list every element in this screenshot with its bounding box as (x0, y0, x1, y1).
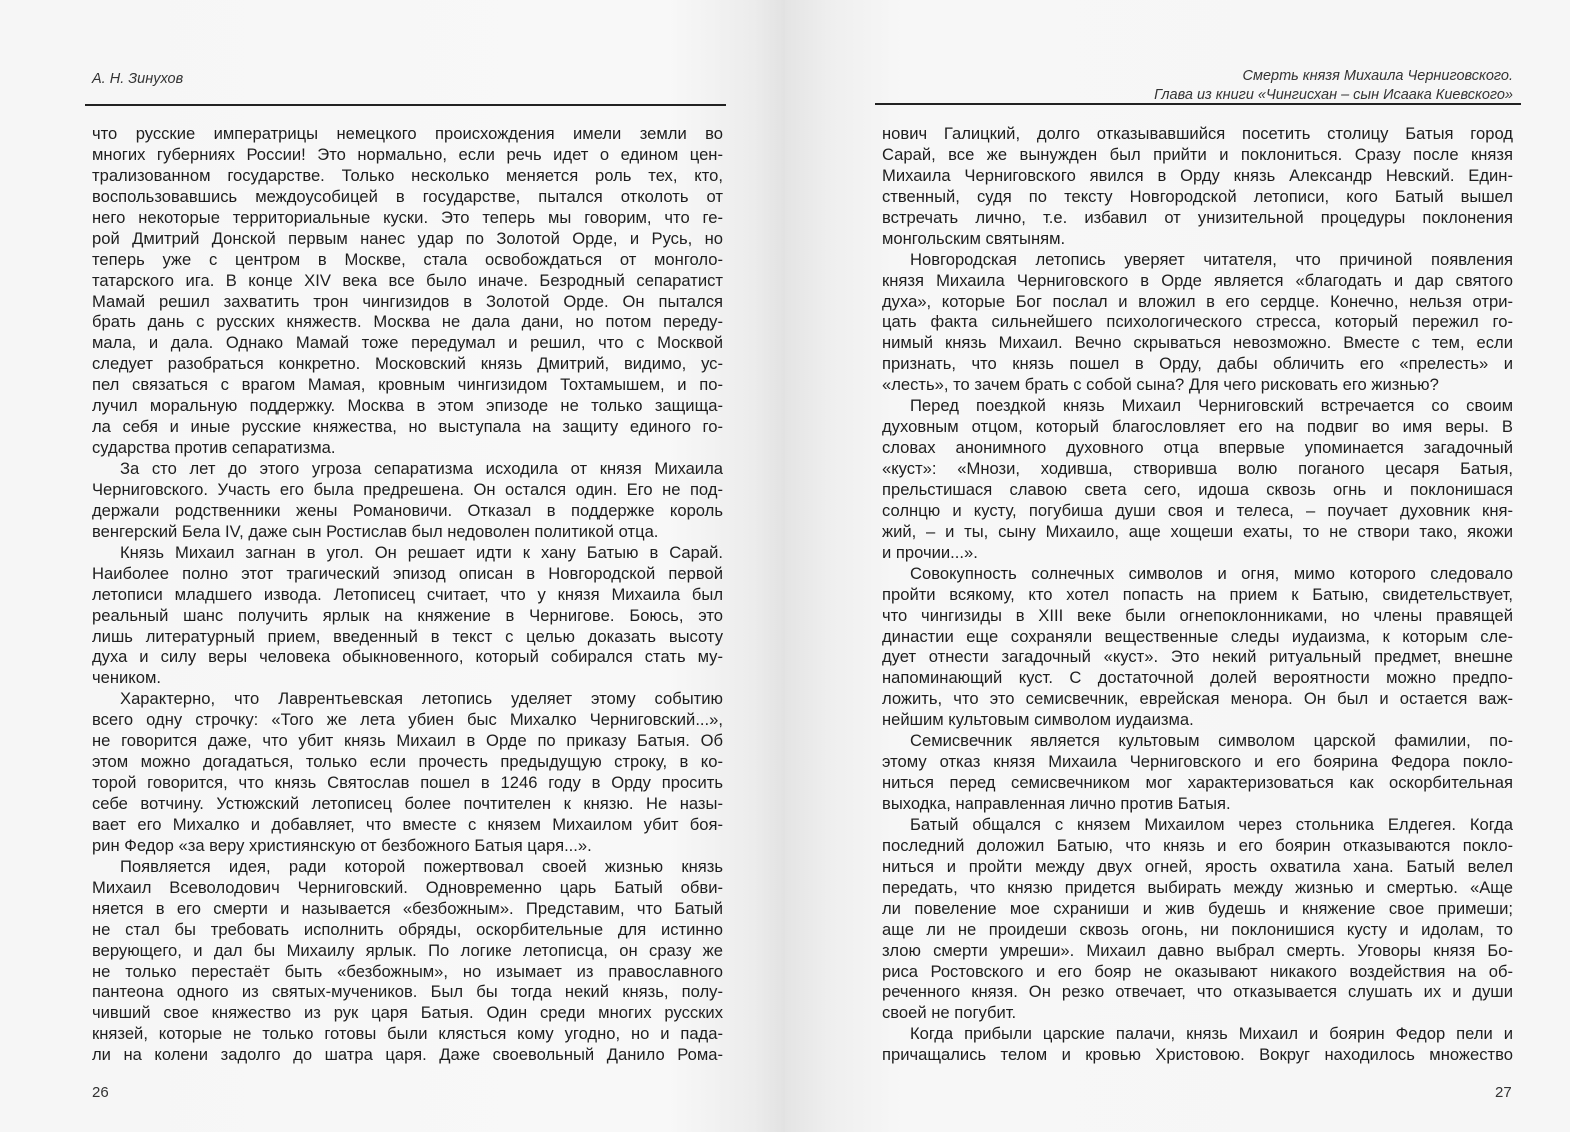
text-line: духа и силу веры человека обыкновенного, который собирался стать му- (92, 647, 723, 667)
text-line: венгерский Бела IV, даже сын Ростислав был недоволен политикой отца. (92, 521, 659, 541)
text-line: Перед поездкой князь Михаил Черниговский встречается со своим (910, 396, 1513, 416)
text-line: лишь литературный прием, введенный в текст с целью доказать высоту (92, 626, 723, 646)
text-line: рой Дмитрий Донской первым нанес удар по Золотой Орде, и Русь, но (92, 228, 723, 248)
text-line: ственный, судя по тексту Новгородской летописи, кого Батый вышел (882, 186, 1513, 206)
text-line: ложить, что это семисвечник, еврейская менора. Он был и остается важ- (882, 689, 1513, 709)
text-line: Когда прибыли царские палачи, князь Михаил и боярин Федор пели и (910, 1024, 1513, 1044)
text-line: Князь Михаил загнан в угол. Он решает идти к хану Батыю в Сарай. (120, 542, 723, 562)
text-line: верующего, и дал бы Михаилу ярлык. По логике летописца, он сразу же (92, 940, 723, 960)
text-line: Совокупность солнечных символов и огня, мимо которого следовало (910, 563, 1513, 583)
text-line: встречать лично, т.е. избавил от унизительной процедуры поклонения (882, 207, 1513, 227)
text-line: напоминающий куст. С достаточной долей вероятности можно предпо- (882, 668, 1513, 688)
text-line: аще ли не проидеши сквозь огонь, ни поклонишися кусту и идолам, то (882, 919, 1513, 939)
running-head-line: Глава из книги «Чингисхан – сын Исаака Киевского» (1154, 87, 1513, 103)
paragraph (92, 857, 723, 1066)
text-line: нович Галицкий, долго отказывавшийся посетить столицу Батыя город (882, 124, 1513, 143)
text-line: ли повеление мое схраниши и жив будешь и княжение свое примеши; (882, 898, 1513, 918)
text-line: словах анонимного духовного отца впервые упоминается загадочный (882, 438, 1513, 458)
running-head-line: Смерть князя Михаила Черниговского. (1242, 68, 1513, 84)
text-line: дует отнести загадочный «куст». Это некий ритуальный предмет, внешне (882, 647, 1513, 667)
body-text (882, 124, 1513, 1066)
body-text (92, 124, 723, 1066)
text-line: этому отказ князя Михаила Черниговского и его боярина Федора покло- (882, 752, 1513, 772)
text-line: вает его Михалко и добавляет, что вместе с князем Михаилом убит боя- (92, 814, 723, 834)
text-line: мала, и дала. Однако Мамай тоже передумал и решил, что с Москвой (92, 333, 723, 353)
paragraph (882, 250, 1513, 397)
text-line: цать факта сильнейшего психологического стресса, который пережил го- (882, 312, 1513, 332)
text-line: Мамай решил захватить трон чингизидов в Золотой Орде. Он пытался (92, 291, 723, 311)
text-line: династии еще сохраняли вещественные следы иудаизма, к которым сле- (882, 626, 1513, 646)
text-line: держали родственники жены Романовичи. Отказал в поддержке король (92, 500, 723, 520)
text-line: нимый князь Михаил. Вечно скрываться невозможно. Вместе с тем, если (882, 333, 1513, 353)
text-line: Михаила Черниговского явился в Орду князь Александр Невский. Един- (882, 165, 1513, 185)
text-line: ли на колени задолго до шатра царя. Даже своевольный Данило Рома- (92, 1045, 723, 1065)
text-line: духа», которые Бог послал и вложил в его сердце. Конечно, нельзя отри- (882, 291, 1513, 311)
text-line: последний доложил Батыю, что князь и его боярин отказываются покло- (882, 835, 1513, 855)
text-line: торой говорится, что князь Святослав пошел в 1246 году в Орду просить (92, 773, 723, 793)
text-line: «лесть», то зачем брать с собой сына? Для чего рисковать его жизнью? (882, 375, 1439, 395)
text-line: выходка, направленная лично против Батыя. (882, 794, 1231, 813)
text-line: За сто лет до этого угроза сепаратизма исходила от князя Михаила (120, 459, 723, 478)
text-line: духовным отцом, который благословляет его на подвиг во имя веры. В (882, 417, 1513, 437)
text-line: Черниговского. Участь его была предрешена. Он остался один. Его не под- (92, 479, 723, 499)
right-page (785, 0, 1570, 1132)
paragraph (882, 396, 1513, 564)
text-line: князя Михаила Черниговского в Орде является «благодать и дар святого (882, 270, 1513, 290)
text-line: сударства против сепаратизма. (92, 438, 336, 458)
text-line: этом можно догадаться, только если прочесть предыдущую строку, в ко- (92, 752, 723, 772)
text-line: себе вотчину. Устюжский летописец более почтителен к князю. Не назы- (92, 794, 723, 813)
text-line: Новгородская летопись уверяет читателя, что причиной появления (910, 249, 1513, 269)
text-line: татарского ига. В конце XIV века все было иначе. Безродный сепаратист (92, 270, 723, 290)
text-line: жий, – и ты, сыну Михаило, аще хощеши ехаты, то не створи тако, якожи (882, 521, 1513, 541)
paragraph (92, 543, 723, 690)
text-line: Сарай, все же вынужден был прийти и поклониться. Сразу после князя (882, 144, 1513, 164)
text-line: многих губерниях России! Это нормально, если речь идет о едином цен- (92, 144, 723, 164)
text-line: Характерно, что Лаврентьевская летопись уделяет этому событию (120, 689, 723, 709)
paragraph (882, 815, 1513, 1024)
text-line: не говорится даже, что убит князь Михаил в Орде по приказу Батыя. Об (92, 731, 723, 751)
text-line: лучил моральную поддержку. Москва в этом эпизоде не только защища- (92, 396, 723, 416)
text-line: Появляется идея, ради которой пожертвовал своей жизнью князь (120, 856, 723, 876)
text-line: чеником. (92, 668, 162, 688)
paragraph (882, 731, 1513, 815)
paragraph (92, 459, 723, 543)
text-line: своей не погубит. (882, 1003, 1017, 1023)
text-line: что русские императрицы немецкого происхождения имели земли во (92, 124, 723, 143)
text-line: не стал бы требовать исполнить обряды, оскорбительные для истинно (92, 919, 723, 939)
text-line: пел связаться с врагом Мамая, кровным чингизидом Тохтамышем, и по- (92, 375, 723, 395)
text-line: не только перестаёт быть «безбожным», но изымает из православного (92, 961, 723, 981)
text-line: «куст»: «Мнози, ходивша, створивша волю поганого цесаря Батыя, (882, 459, 1513, 478)
text-line: признать, что князь пошел в Орду, дабы обличить его «прелесть» и (882, 354, 1513, 374)
text-line: рин Федор «за веру християнскую от безбожного Батыя царя...». (92, 835, 592, 855)
text-line: монгольским святыням. (882, 228, 1066, 248)
text-line: пантеона одного из святых-мучеников. Был бы тогда некий князь, полу- (92, 982, 723, 1002)
text-line: воспользовавшись междоусобицей в государстве, пытался отколоть от (92, 186, 723, 206)
text-line: Батый общался с князем Михаилом через стольника Елдегея. Когда (910, 814, 1513, 834)
text-line: ниться и пройти между двух огней, ярость охватила хана. Батый велел (882, 856, 1513, 876)
text-line: передать, что князю придется выбирать между жизнью и смертью. «Аще (882, 877, 1513, 897)
text-line: Семисвечник является культовым символом царской фамилии, по- (910, 731, 1513, 751)
paragraph (92, 689, 723, 857)
paragraph (882, 1024, 1513, 1066)
text-line: реальный шанс получить ярлык на княжение в Чернигове. Боюсь, это (92, 605, 723, 625)
header-rule (875, 103, 1521, 105)
text-line: няется в его смерти и называется «безбожным». Представим, что Батый (92, 898, 723, 918)
text-line: теперь уже с центром в Москве, стала освобождаться от монголо- (92, 249, 723, 269)
text-line: реченного князя. Он резко отвечает, что отказывается слушать их и души (882, 982, 1513, 1002)
text-line: Наиболее полно этот трагический эпизод описан в Новгородской первой (92, 563, 723, 583)
paragraph (882, 124, 1513, 250)
text-line: ниться перед семисвечником мог характеризоваться как оскорбительная (882, 773, 1513, 793)
text-line: летописи младшего извода. Летописец считает, что у князя Михаила был (92, 584, 723, 604)
text-line: пройти всякому, кто хотел попасть на прием к Батыю, свидетельствует, (882, 584, 1513, 604)
text-line: нейшим культовым символом иудаизма. (882, 710, 1194, 730)
header-rule (85, 104, 726, 106)
text-line: злою смерти умреши». Михаил давно выбрал смерть. Уговоры князя Бо- (882, 940, 1513, 960)
text-line: риса Ростовского и его бояр не оказывают никакого воздействия на об- (882, 961, 1513, 981)
page-number: 27 (1495, 1084, 1512, 1101)
running-head-author: А. Н. Зинухов (92, 71, 184, 87)
text-line: трализованном государстве. Только несколько меняется роль тех, кто, (92, 165, 723, 185)
text-line: ла себя и иные русские княжества, но выступала на защиту единого го- (92, 417, 723, 437)
text-line: чивший свое княжество из рук царя Батыя. Один среди многих русских (92, 1003, 723, 1023)
text-line: следует разобраться конкретно. Московский князь Дмитрий, видимо, ус- (92, 354, 723, 374)
text-line: князей, которые не только готовы были клясться кому угодно, но и пада- (92, 1024, 723, 1044)
text-line: всего одну строчку: «Того же лета убиен быс Михалко Черниговский...», (92, 710, 723, 730)
text-line: солнцю и кусту, погубиша души своя и телеса, – поучает духовник кня- (882, 500, 1513, 520)
text-line: причащались телом и кровью Христовою. Вокруг находилось множество (882, 1045, 1513, 1065)
paragraph (882, 564, 1513, 732)
text-line: и прочии...». (882, 542, 978, 562)
text-line: прельстишася славою света сего, идоша сквозь огнь и поклонишася (882, 479, 1513, 499)
text-line: брать дань с русских княжеств. Москва не дала дани, но потом переду- (92, 312, 723, 332)
paragraph (92, 124, 723, 459)
running-head-title (1154, 67, 1513, 105)
text-line: него некоторые территориальные куски. Это теперь мы говорим, что ге- (92, 207, 723, 227)
page-number: 26 (92, 1084, 109, 1101)
text-line: Михаил Всеволодович Черниговский. Одновременно царь Батый обви- (92, 877, 723, 897)
text-line: что чингизиды в XIII веке были огнепоклонниками, но члены правящей (882, 605, 1513, 625)
